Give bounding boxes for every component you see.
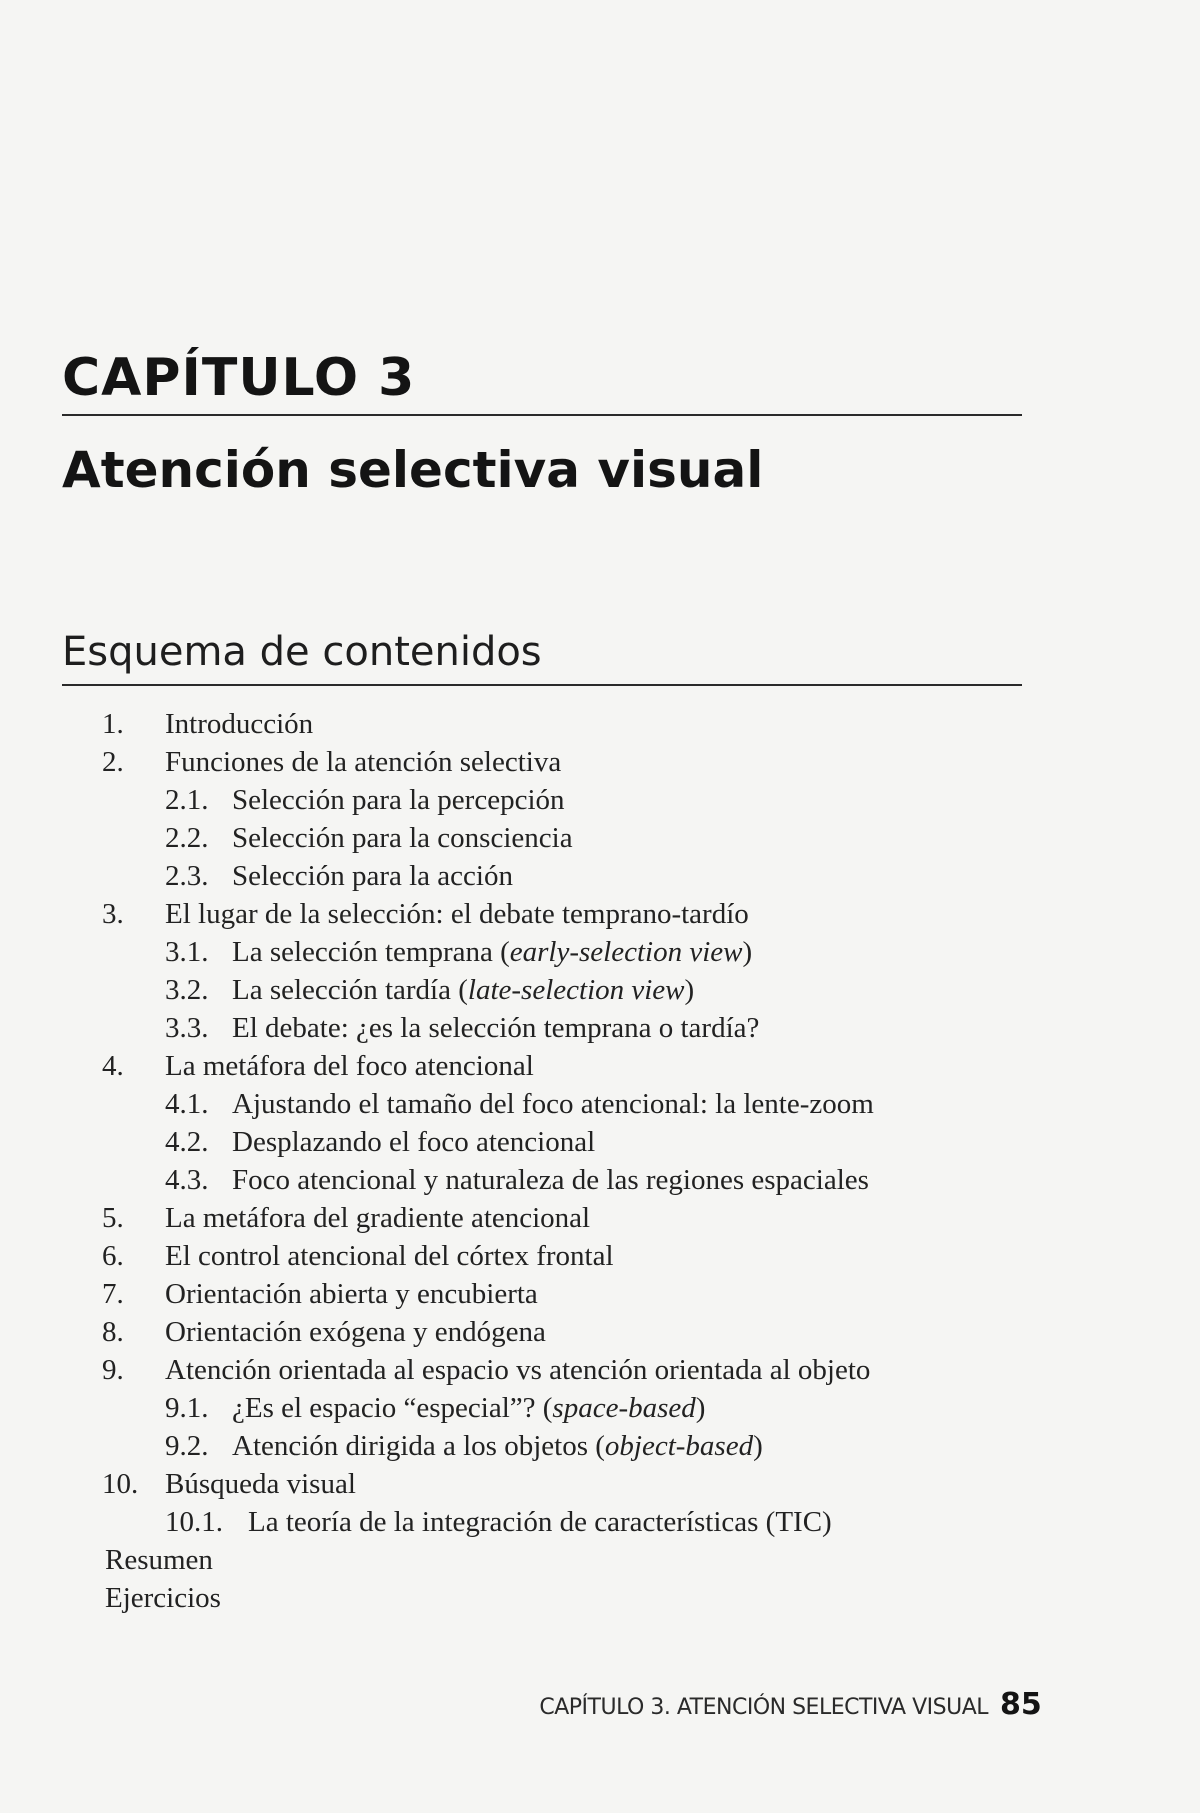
- toc-item-number: 6.: [102, 1240, 124, 1272]
- toc-item-text: [165, 895, 749, 933]
- toc-item-text: [105, 1541, 213, 1579]
- toc-item-title: Selección para la acción: [232, 860, 513, 892]
- toc-item-english-term: early-selection view: [509, 936, 743, 968]
- toc-item-text: [165, 1047, 534, 1085]
- toc-item-title: La metáfora del gradiente atencional: [165, 1202, 591, 1234]
- toc-item-number: 3.: [102, 898, 124, 930]
- toc-item-number: 2.2.: [165, 822, 209, 854]
- toc-item-number: 2.3.: [165, 860, 209, 892]
- toc-item-number: 2.1.: [165, 784, 209, 816]
- toc-item-text: [165, 1313, 546, 1351]
- toc-item-title: La selección temprana (: [232, 936, 510, 968]
- toc-item-title: La metáfora del foco atencional: [165, 1050, 534, 1082]
- toc-item-text: [232, 933, 752, 971]
- toc-item-english-term: space-based: [552, 1392, 696, 1424]
- toc-item-title: Desplazando el foco atencional: [232, 1126, 596, 1158]
- toc-item-text: [232, 819, 573, 857]
- toc-item-number: 9.2.: [165, 1430, 209, 1462]
- toc-item-text: [232, 1009, 759, 1047]
- toc-item-title: Funciones de la atención selectiva: [165, 746, 562, 778]
- toc-item-number: 3.3.: [165, 1012, 209, 1044]
- toc-item-text: [165, 1275, 538, 1313]
- toc-item-english-term: late-selection view: [467, 974, 685, 1006]
- toc-item-text: [232, 1123, 595, 1161]
- chapter-rule: [62, 414, 1022, 416]
- toc-item-text: [248, 1503, 832, 1541]
- toc-item-text: [165, 1237, 614, 1275]
- toc-item-title: Orientación abierta y encubierta: [165, 1278, 538, 1310]
- toc-item-number: 4.1.: [165, 1088, 209, 1120]
- toc-item-number: 9.: [102, 1354, 124, 1386]
- toc-item-title: Atención dirigida a los objetos (: [232, 1430, 605, 1462]
- toc-item-number: 7.: [102, 1278, 124, 1310]
- running-title: CAPÍTULO 3. ATENCIÓN SELECTIVA VISUAL: [539, 1695, 988, 1720]
- toc-item-title: Selección para la percepción: [232, 784, 565, 816]
- toc-item-text: [165, 1199, 590, 1237]
- toc-item-title: Introducción: [165, 708, 314, 740]
- toc-item-text: [165, 1465, 356, 1503]
- toc-item-text: [232, 1427, 763, 1465]
- toc-item-title: El lugar de la selección: el debate temprano-tardío: [165, 898, 749, 930]
- toc-item-closing: ): [753, 1430, 763, 1462]
- toc-item-number: 10.1.: [165, 1506, 223, 1538]
- toc-item-text: [232, 781, 565, 819]
- toc-item-closing: ): [695, 1392, 706, 1424]
- page-number: 85: [1000, 1687, 1042, 1722]
- toc-item-text: [232, 857, 513, 895]
- toc-item-text: [232, 971, 694, 1009]
- chapter-label: CAPÍTULO 3: [62, 348, 416, 408]
- toc-item-text: [232, 1161, 869, 1199]
- toc-item-text: [105, 1579, 221, 1617]
- toc-item-number: 9.1.: [165, 1392, 209, 1424]
- toc-item-number: 4.3.: [165, 1164, 209, 1196]
- toc-item-title: El control atencional del córtex frontal: [165, 1240, 614, 1272]
- toc-item-text: [165, 705, 313, 743]
- toc-item-closing: ): [684, 974, 695, 1006]
- contents-rule: [62, 684, 1022, 686]
- toc-item-number: 3.1.: [165, 936, 209, 968]
- toc-item-title: ¿Es el espacio “especial”? (: [232, 1392, 553, 1424]
- toc-item-title: Orientación exógena y endógena: [165, 1316, 546, 1348]
- toc-item-number: 4.: [102, 1050, 124, 1082]
- toc-item-title: Ejercicios: [105, 1582, 221, 1614]
- toc-item-number: 8.: [102, 1316, 124, 1348]
- toc-item-number: 2.: [102, 746, 124, 778]
- toc-item-title: Búsqueda visual: [165, 1468, 356, 1500]
- toc-item-number: 5.: [102, 1202, 124, 1234]
- toc-item-title: Resumen: [105, 1544, 213, 1576]
- toc-item-title: Ajustando el tamaño del foco atencional: la lente-zoom: [232, 1088, 874, 1120]
- toc-item-text: [165, 1351, 870, 1389]
- toc-item-title: La teoría de la integración de características (TIC): [248, 1506, 832, 1538]
- toc-item-number: 1.: [102, 708, 124, 740]
- toc-item-text: [232, 1085, 874, 1123]
- toc-item-closing: ): [742, 936, 753, 968]
- toc-item-number: 4.2.: [165, 1126, 209, 1158]
- toc-item-number: 10.: [102, 1468, 139, 1500]
- toc-item-text: [165, 743, 561, 781]
- toc-item-title: La selección tardía (: [232, 974, 468, 1006]
- toc-item-title: El debate: ¿es la selección temprana o tardía?: [232, 1012, 760, 1044]
- toc-item-title: Atención orientada al espacio vs atención orientada al objeto: [165, 1354, 871, 1386]
- toc-item-title: Foco atencional y naturaleza de las regiones espaciales: [232, 1164, 869, 1196]
- toc-item-number: 3.2.: [165, 974, 209, 1006]
- chapter-title: Atención selectiva visual: [62, 441, 764, 499]
- toc-item-text: [232, 1389, 705, 1427]
- contents-heading: Esquema de contenidos: [62, 629, 542, 675]
- toc-item-title: Selección para la consciencia: [232, 822, 573, 854]
- toc-item-english-term: object-based: [604, 1430, 754, 1462]
